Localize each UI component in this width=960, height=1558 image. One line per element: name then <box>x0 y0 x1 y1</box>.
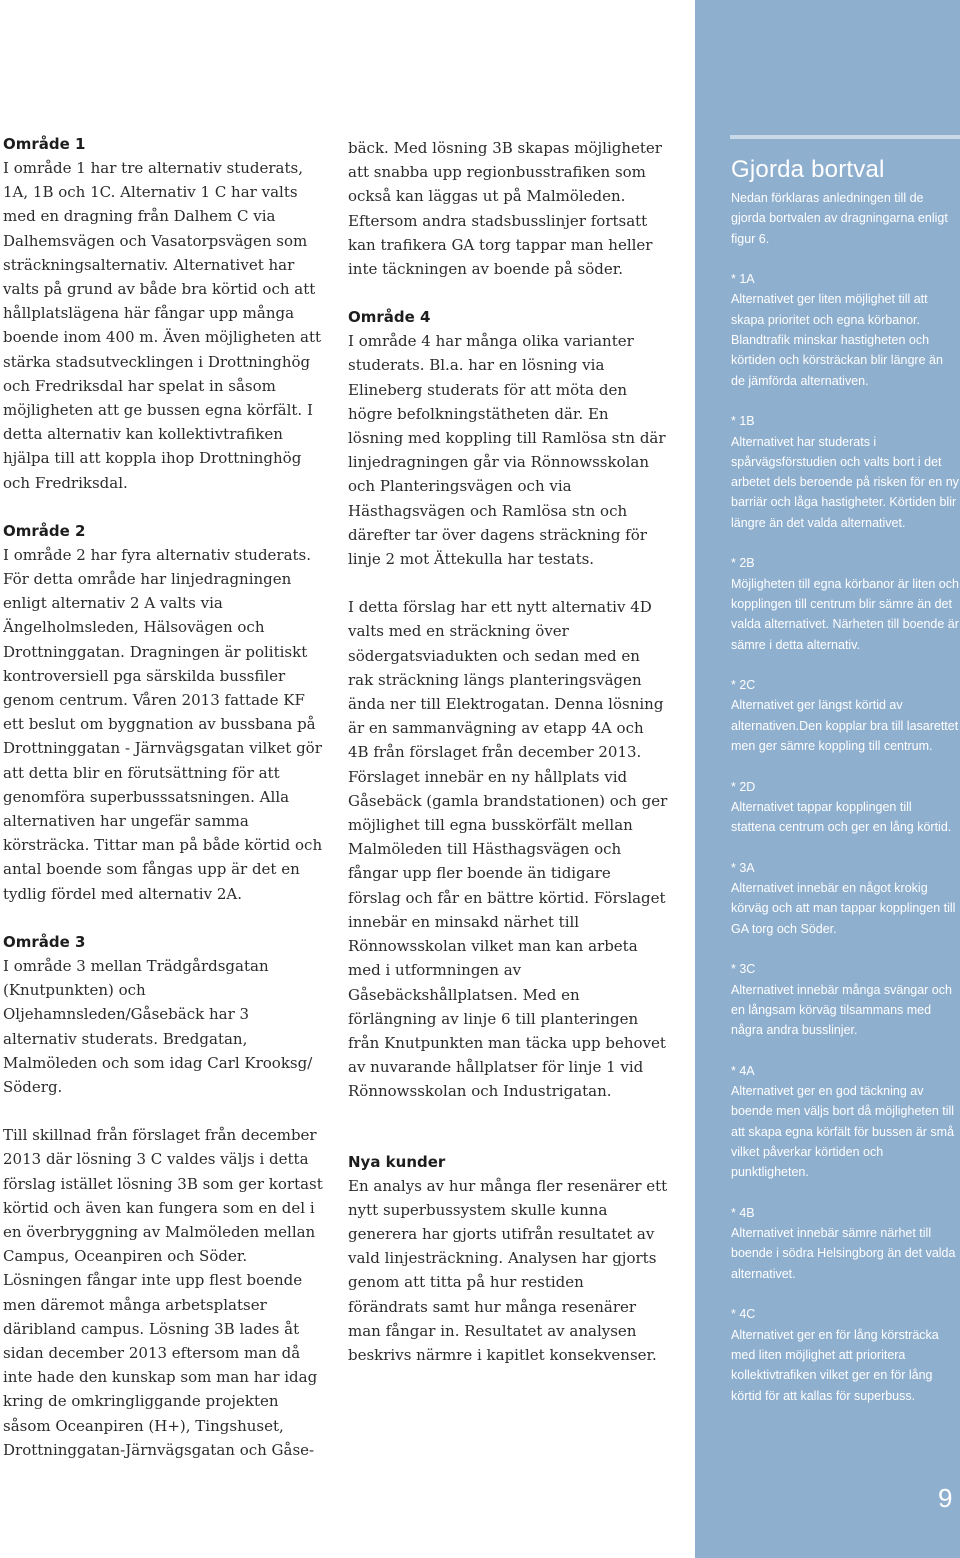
omrade3-heading: Område 3 <box>3 932 86 951</box>
sidebar-item <box>731 269 959 391</box>
sidebar-item <box>731 777 959 838</box>
sidebar-item <box>731 553 959 654</box>
omrade1-body: I område 1 har tre alternativ studerats, 1A, 1B och 1C. Alternativ 1 C har valts med en dragning från Dalhem C via Dalhemsvägen och Vasatorpsvägen som sträckningsalternativ. Alternativet har valts på grund av både bra körtid och att hållplatslägena här fångar upp många boende inom 400 m. Även möjligheten att stärka stadsutvecklingen i Drottninghög och Fredriksdal har spelat in såsom möjligheten att ge bussen egna körfält. I detta alternativ kan kollektivtrafiken hjälpa till att koppla ihop Drottninghög och Fredriksdal. <box>3 159 322 492</box>
sidebar-panel <box>731 155 959 1406</box>
column-left <box>3 132 323 1462</box>
sidebar-item-text: Alternativet ger liten möjlighet till att skapa prioritet och egna körbanor. Blandtrafik minskar hastigheten och körtiden och körsträckan blir längre än de jämförda alternativen. <box>731 292 943 388</box>
sidebar-item-label: * 4B <box>731 1205 755 1220</box>
sidebar-item-label: * 1B <box>731 414 755 429</box>
omrade3-body-continued: Till skillnad från förslaget från december 2013 där lösning 3 C valdes väljs i detta förslag istället lösning 3B som ger kortast körtid och även kan fungera som en del i en överbryggning av Malmöleden mellan Campus, Oceanpiren och Söder. Lösningen fångar inte upp flest boende men däremot många arbetsplatser däribland campus. Lösning 3B lades åt sidan december 2013 eftersom man då inte hade den kunskap som man har idag kring de omkringliggande projekten såsom Oceanpiren (H+), Tingshuset, Drottninggatan-Järnvägsgatan och Gåse- <box>3 1126 323 1459</box>
omrade4-body-continued: I detta förslag har ett nytt alternativ 4D valts med en sträckning över södergatsviadukten och sedan med en rak sträckning längs planteringsvägen ända ner till Elektrogatan. Denna lösning är en sammanvägning av etapp 4A och 4B från förslaget från december 2013. Förslaget innebär en ny hållplats vid Gåsebäck (gamla brandstationen) och ger möjlighet till egna busskörfält mellan Malmöleden till Hästhagsvägen och fångar upp fler boende än tidigare förslag och får en bättre körtid. Förslaget innebär en minsakd närhet till Rönnowsskolan vilket man kan arbeta med i utformningen av Gåsebäckshållplatsen. Med en förlängning av linje 6 till planteringen från Knutpunkten man täcka upp behovet av nuvarande hållplatser för linje 1 vid Rönnowsskolan och Industrigatan. <box>348 598 668 1101</box>
sidebar-intro: Nedan förklaras anledningen till de gjorda bortvalen av dragningarna enligt figur 6. <box>731 191 948 246</box>
sidebar-item-text: Alternativet ger en för lång körsträcka med liten möjlighet att prioritera kollektivtrafiken vilket ger en för lång körtid för att kallas för superbuss. <box>731 1327 939 1403</box>
sidebar-item-text: Möjligheten till egna körbanor är liten och kopplingen till centrum blir sämre än det valda alternativet. Närheten till boende är sämre i detta alternativ. <box>731 576 959 652</box>
sidebar-item-label: * 3C <box>731 962 756 977</box>
omrade4-body: I område 4 har många olika varianter studerats. Bl.a. har en lösning via Elineberg studerats för att möta den högre befolkningstätheten där. En lösning med koppling till Ramlösa stn där linjedragningen går via Rönnowsskolan och Planteringsvägen och via Hästhagsvägen och Ramlösa stn och därefter tar över dagens sträckning för linje 2 mot Ättekulla har testats. <box>348 332 666 569</box>
sidebar-divider <box>730 135 960 139</box>
sidebar-item-label: * 4A <box>731 1063 755 1078</box>
sidebar-item-label: * 2D <box>731 779 756 794</box>
sidebar-item-text: Alternativet ger längst körtid av alternativen.Den kopplar bra till lasarettet men ger sämre koppling till centrum. <box>731 698 959 754</box>
sidebar-item <box>731 858 959 939</box>
sidebar-item-label: * 2B <box>731 556 755 571</box>
sidebar-item-text: Alternativet har studerats i spårvägsförstudien och valts bort i det arbetet dels beroende på risken för en ny barriär och låga hastigheter. Körtiden blir längre än det valda alternativet. <box>731 434 959 530</box>
omrade3-body: I område 3 mellan Trädgårdsgatan (Knutpunkten) och Oljehamnsleden/Gåsebäck har 3 alternativ studerats. Bredgatan, Malmöleden och som idag Carl Krooksg/ Söderg. <box>3 956 313 1096</box>
omrade3-body-tail: bäck. Med lösning 3B skapas möjligheter att snabba upp regionbusstrafiken som också kan läggas ut på Malmöleden. Eftersom andra stadsbusslinjer fortsatt kan trafikera GA torg tappar man heller inte täckningen av boende på söder. <box>348 139 662 279</box>
page-number: 9 <box>938 1483 953 1513</box>
omrade1-heading: Område 1 <box>3 135 86 153</box>
omrade2-body: I område 2 har fyra alternativ studerats. För detta område har linjedragningen enligt alternativ 2 A valts via Ängelholmsleden, Hälsovägen och Drottninggatan. Dragningen är politiskt kontroversiell pga särskilda bussfiler genom centrum. Våren 2013 fattade KF ett beslut om byggnation av bussbana på Drottninggatan - Järnvägsgatan vilket gör att detta blir en förutsättning för att genomföra superbusssatsningen. Alla alternativen har ungefär samma körsträcka. Tittar man på både körtid och antal boende som fångas upp är det en tydlig fördel med alternativ 2A. <box>3 545 323 903</box>
sidebar-item-label: * 3A <box>731 860 755 875</box>
sidebar-item <box>731 411 959 533</box>
sidebar-item-text: Alternativet tappar kopplingen till stattena centrum och ger en lång körtid. <box>731 799 952 835</box>
sidebar-item <box>731 675 959 756</box>
nya-kunder-body: En analys av hur många fler resenärer ett nytt superbussystem skulle kunna generera har gjorts utifrån resultatet av vald linjesträckning. Analysen har gjorts genom att titta på hur restiden förändrats samt hur många resenärer man fångar in. Resultatet av analysen beskrivs närmre i kapitlet konsekvenser. <box>348 1176 668 1364</box>
omrade4-heading: Område 4 <box>348 308 431 327</box>
sidebar-item-label: * 1A <box>731 272 755 287</box>
sidebar-item-text: Alternativet ger en god täckning av boende men väljs bort då möjligheten till att skapa egna körfält för bussen är små vilket påverkar körtiden och punktligheten. <box>731 1084 955 1180</box>
sidebar-item-text: Alternativet innebär en något krokig körväg och att man tappar kopplingen till GA torg och Söder. <box>731 881 956 936</box>
sidebar-item <box>731 1203 959 1284</box>
sidebar-item-text: Alternativet innebär många svängar och en långsam körväg tilsammans med några andra busslinjer. <box>731 982 952 1038</box>
column-middle <box>348 136 668 1367</box>
sidebar-title: Gjorda bortval <box>731 156 885 183</box>
sidebar-item <box>731 959 959 1040</box>
nya-kunder-heading: Nya kunder <box>348 1152 446 1171</box>
sidebar-items <box>731 269 959 1406</box>
sidebar-item-label: * 4C <box>731 1307 756 1322</box>
sidebar-item-label: * 2C <box>731 678 756 693</box>
sidebar-item <box>731 1304 959 1405</box>
omrade2-heading: Område 2 <box>3 521 86 540</box>
sidebar-item-text: Alternativet innebär sämre närhet till boende i södra Helsingborg än det valda alternativet. <box>731 1226 956 1281</box>
sidebar-item <box>731 1061 959 1183</box>
